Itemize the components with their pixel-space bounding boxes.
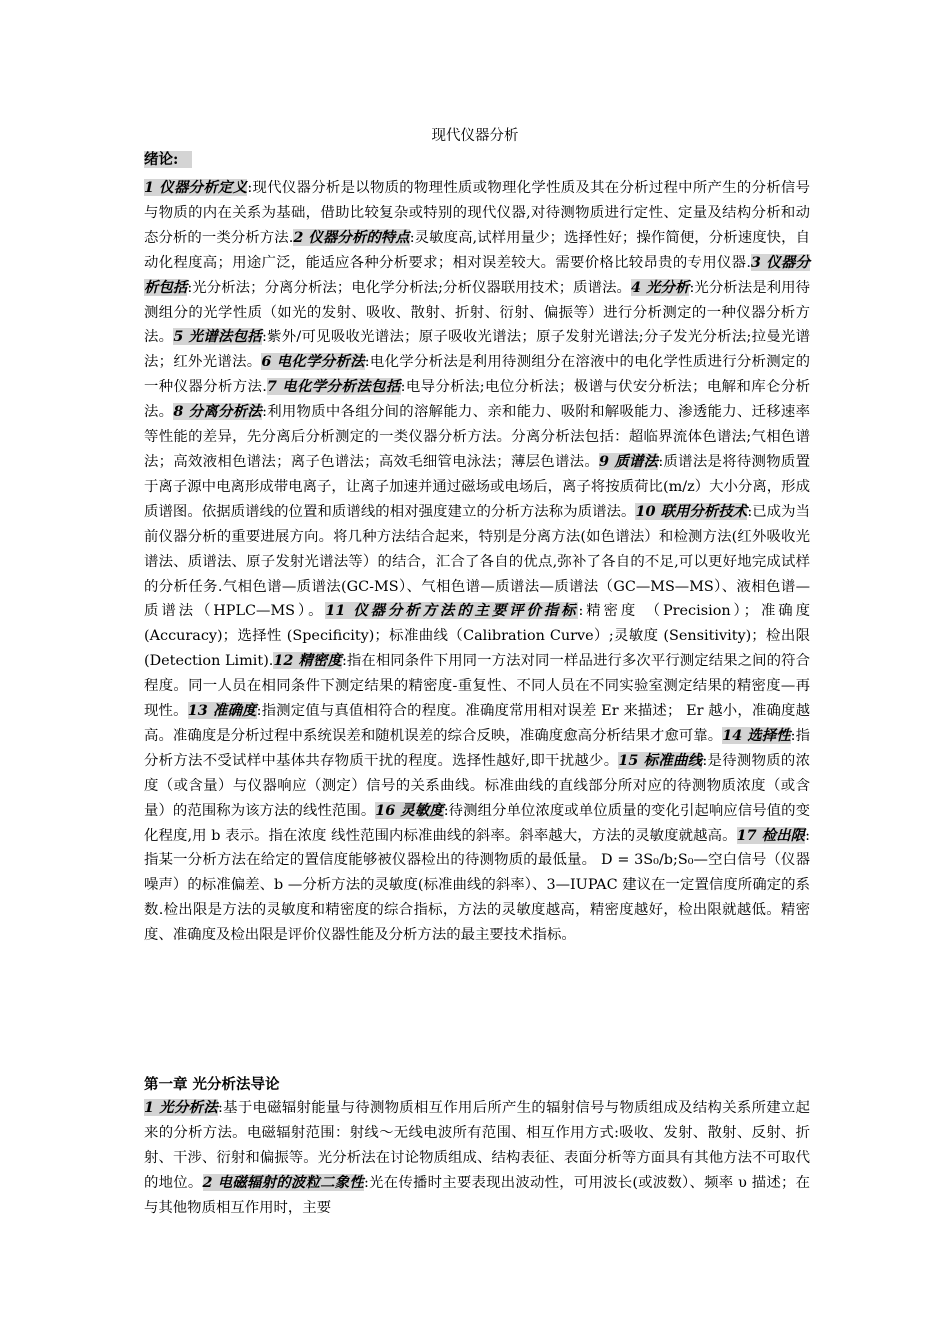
term-label: 16 灵敏度 (375, 801, 444, 819)
body-text: :光分析法是利用待测组分的光学性质（如光的发射、吸收、散射、折射、衍射、偏振等）进行分析测定的一种仪器分析方法。 (144, 279, 810, 346)
term-label: 6 电化学分析法 (261, 353, 365, 371)
term-label: 8 分离分析法 (173, 403, 263, 421)
body-text: :灵敏度高,试样用量少；选择性好；操作简便，分析速度快，自动化程度高；用途广泛，能适应各种分析要求；相对误差较大。需要价格比较昂贵的专用仪器. (144, 229, 810, 271)
section-heading-intro (144, 151, 192, 169)
body-text: :指测定值与真值相符合的程度。准确度常用相对误差 Er 来描述； Er 越小，准确度越高。准确度是分析过程中系统误差和随机误差的综合反映，准确度愈高分析结果才愈可靠。 (144, 703, 810, 744)
term-label: 1 光分析法 (144, 1099, 219, 1116)
body-text: :光分析法；分离分析法；电化学分析法;分析仪器联用技术；质谱法。 (187, 279, 631, 296)
term-label: 17 检出限 (736, 826, 806, 844)
body-text: :指某一分析方法在给定的置信度能够被仪器检出的待测物质的最低量。 D = 3S₀/b;S₀—空白信号（仪器噪声）的标准偏差、b —分析方法的灵敏度(标准曲线的斜率）、3—IUPAC 建议在一定置信度所确定的系数.检出限是方法的灵敏度和精密度的综合指标，方法的灵敏度越高，精密度越好，检出限就越低。精密度、准确度及检出限是评价仪器性能及分析方法的最主要技术指标。 (144, 827, 811, 944)
body-text: :紫外/可见吸收光谱法；原子吸收光谱法；原子发射光谱法;分子发光分析法;拉曼光谱法；红外光谱法。 (144, 329, 810, 371)
body-text: :电化学分析法是利用待测组分在溶液中的电化学性质进行分析测定的一种仪器分析方法. (144, 354, 810, 396)
intro-paragraph (144, 176, 810, 948)
term-label: 9 质谱法 (599, 452, 659, 470)
body-text: :光在传播时主要表现出波动性，可用波长(或波数）、频率 υ 描述；在与其他物质相互作用时，主要 (144, 1174, 810, 1216)
term-label: 1 仪器分析定义 (144, 179, 248, 196)
term-label: 2 仪器分析的特点 (293, 228, 410, 246)
document-title: 现代仪器分析 (431, 128, 519, 144)
body-text: :指分析方法不受试样中基体共存物质干扰的程度。选择性越好,即干扰越少。 (144, 727, 810, 769)
term-label: 4 光分析 (631, 278, 690, 296)
body-text: :现代仪器分析是以物质的物理性质或物理化学性质及其在分析过程中所产生的分析信号与物质的内在关系为基础，借助比较复杂或特别的现代仪器,对待测物质进行定性、定量及结构分析和动态分析的一类分析方法. (144, 180, 810, 246)
term-label: 5 光谱法包括 (173, 328, 262, 346)
body-text: :电导分析法;电位分析法；极谱与伏安分析法；电解和库仑分析法。 (144, 379, 811, 421)
chapter1-paragraph (144, 1096, 810, 1221)
term-label: 15 标准曲线 (618, 751, 703, 769)
term-label: 3 仪器分析包括 (144, 253, 811, 296)
intro-heading-text: 绪论: (144, 151, 192, 168)
body-text: :利用物质中各组分间的溶解能力、亲和能力、吸附和解吸能力、渗透能力、迁移速率等性能的差异，先分离后分析测定的一类仪器分析方法。分离分析法包括：超临界流体色谱法;气相色谱法；高效液相色谱法；离子色谱法；高效毛细管电泳法；薄层色谱法。 (144, 404, 810, 470)
body-text: :指在相同条件下用同一方法对同一样品进行多次平行测定结果之间的符合程度。同一人员在相同条件下测定结果的精密度-重复性、不同人员在不同实验室测定结果的精密度—再现性。 (144, 653, 810, 720)
term-label: 12 精密度 (273, 652, 342, 670)
body-text: :已成为当前仪器分析的重要进展方向。将几种方法结合起来，特别是分离方法(如色谱法）和检测方法(红外吸收光谱法、质谱法、原子发射光谱法等）的结合，汇合了各自的优点,弥补了各自的不足,可以更好地完成试样的分析任务.气相色谱—质谱法(GC-MS）、气相色谱—质谱法—质谱法（GC—MS—MS）、液相色谱—质谱法（HPLC—MS）。 (144, 503, 810, 620)
term-label: 14 选择性 (722, 726, 791, 744)
body-text: :待测组分单位浓度或单位质量的变化引起响应信号值的变化程度,用 b 表示。指在浓度 线性范围内标准曲线的斜率。斜率越大，方法的灵敏度就越高。 (144, 802, 810, 844)
term-label: 11 仪器分析方法的主要评价指标 (325, 602, 579, 620)
term-label: 13 准确度 (187, 702, 257, 720)
body-text: :质谱法是将待测物质置于离子源中电离形成带电离子，让离子加速并通过磁场或电场后，离子将按质荷比(m/z）大小分离，形成质谱图。依据质谱线的位置和质谱线的相对强度建立的分析方法称为质谱法。 (144, 453, 810, 520)
term-label: 2 电磁辐射的波粒二象性 (202, 1173, 365, 1191)
section-heading-chapter1: 第一章 光分析法导论 (144, 1076, 280, 1093)
body-text: :是待测物质的浓度（或含量）与仪器响应（测定）信号的关系曲线。标准曲线的直线部分所对应的待测物质浓度（或含量）的范围称为该方法的线性范围。 (144, 752, 810, 819)
body-text: :基于电磁辐射能量与待测物质相互作用后所产生的辐射信号与物质组成及结构关系所建立起来的分析方法。电磁辐射范围：射线～无线电波所有范围、相互作用方式:吸收、发射、散射、反射、折射、干涉、衍射和偏振等。光分析法在讨论物质组成、结构表征、表面分析等方面具有其他方法不可取代的地位。 (144, 1100, 810, 1191)
body-text: :精密度 （Precision）；准确度 (Accuracy)；选择性 (Specificity)；标准曲线（Calibration Curve）;灵敏度 (Sensitivity)；检出限 (Detection Limit). (144, 603, 810, 670)
term-label: 10 联用分析技术 (635, 502, 748, 520)
term-label: 7 电化学分析法包括 (266, 378, 401, 396)
